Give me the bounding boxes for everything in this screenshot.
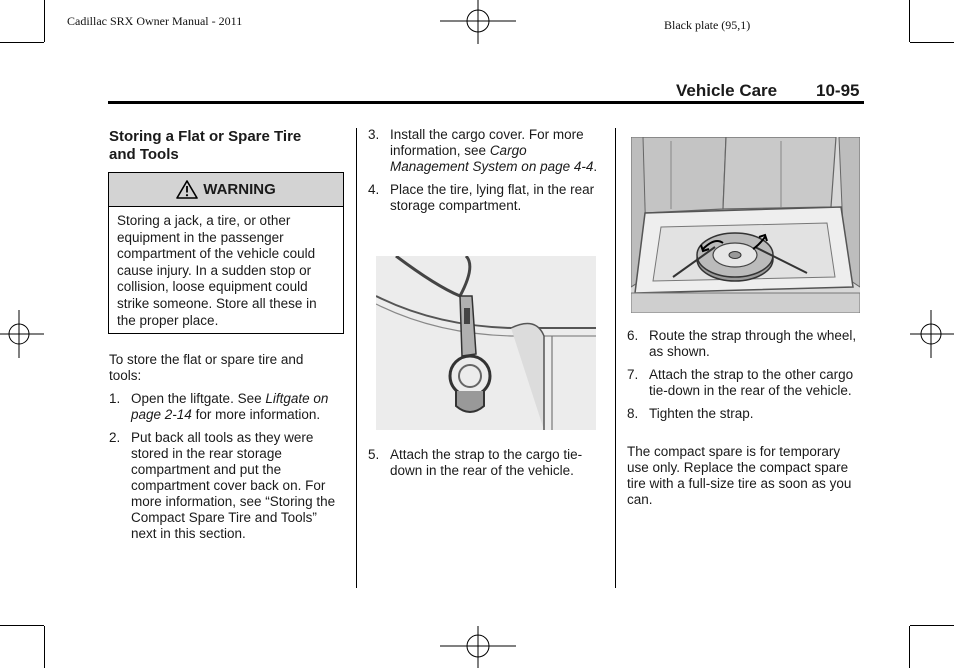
step-text: Tighten the strap. xyxy=(649,406,754,421)
header-rule xyxy=(108,101,864,104)
steps-list-col3 xyxy=(627,328,863,429)
list-item xyxy=(368,127,598,175)
closing-paragraph: The compact spare is for temporary use only. Replace the compact spare tire with a full-size tire as soon as you can. xyxy=(627,444,852,507)
section-title: Vehicle Care xyxy=(676,81,778,100)
crop-mark xyxy=(0,625,44,626)
registration-mark-icon xyxy=(910,310,954,358)
step-text: Place the tire, lying flat, in the rear storage compartment. xyxy=(390,182,595,213)
warning-label: WARNING xyxy=(203,181,276,198)
list-item xyxy=(368,182,598,214)
step-text: Route the strap through the wheel, as shown. xyxy=(649,328,857,359)
warning-header xyxy=(109,173,343,207)
crop-mark xyxy=(0,42,44,43)
step-text: Put back all tools as they were stored in the rear storage compartment and put the compartment cover back on. For more information, see “Storing the Compact Spare Tire and Tools” next in this section. xyxy=(131,430,336,541)
step-text: Open the liftgate. See xyxy=(131,391,266,406)
step-number: 5. xyxy=(368,447,380,462)
steps-list-col2 xyxy=(368,127,598,221)
warning-triangle-icon xyxy=(176,180,198,199)
steps-list-col2b xyxy=(368,447,598,486)
step-number: 4. xyxy=(368,182,380,197)
plate-label: Black plate (95,1) xyxy=(664,18,751,32)
registration-mark-icon xyxy=(0,310,44,358)
intro-paragraph: To store the flat or spare tire and tools: xyxy=(109,352,304,383)
list-item xyxy=(627,328,863,360)
registration-mark-icon xyxy=(440,0,516,44)
step-text: Attach the strap to the other cargo tie-down in the rear of the vehicle. xyxy=(649,367,854,398)
step-number: 2. xyxy=(109,430,121,445)
step-number: 6. xyxy=(627,328,639,343)
step-text: . xyxy=(593,159,598,174)
page-number: 10-95 xyxy=(816,81,860,100)
steps-list-col1 xyxy=(109,391,345,549)
spare-tire-cargo-illustration xyxy=(631,137,860,313)
list-item xyxy=(368,447,598,479)
crop-mark xyxy=(910,42,954,43)
list-item xyxy=(627,367,863,399)
list-item xyxy=(109,430,345,542)
cross-reference-link[interactable]: Liftgate on page 2‑14 xyxy=(131,391,329,422)
crop-mark xyxy=(44,0,45,42)
warning-text: Storing a jack, a tire, or other equipment in the passenger compartment of the vehicle could cause injury. In a sudden stop or collision, loose equipment could strike someone. Store all these in the proper place. xyxy=(117,213,317,328)
step-text: Install the cargo cover. For more information, see xyxy=(390,127,584,158)
list-item xyxy=(627,406,863,422)
warning-box xyxy=(108,172,344,334)
crop-mark xyxy=(909,0,910,42)
step-number: 3. xyxy=(368,127,380,142)
subsection-heading: Storing a Flat or Spare Tire and Tools xyxy=(109,128,302,163)
step-number: 7. xyxy=(627,367,639,382)
step-number: 1. xyxy=(109,391,121,406)
strap-tiedown-illustration xyxy=(376,256,596,430)
crop-mark xyxy=(44,626,45,668)
manual-title: Cadillac SRX Owner Manual - 2011 xyxy=(67,14,243,28)
step-number: 8. xyxy=(627,406,639,421)
step-text: for more information. xyxy=(191,407,321,422)
step-text: Attach the strap to the cargo tie-down in the rear of the vehicle. xyxy=(390,447,583,478)
crop-mark xyxy=(910,625,954,626)
list-item xyxy=(109,391,345,423)
crop-mark xyxy=(909,626,910,668)
cross-reference-link[interactable]: Cargo Management System on page 4‑4 xyxy=(390,143,594,174)
registration-mark-icon xyxy=(440,626,516,668)
column-divider xyxy=(615,128,616,588)
column-divider xyxy=(356,128,357,588)
